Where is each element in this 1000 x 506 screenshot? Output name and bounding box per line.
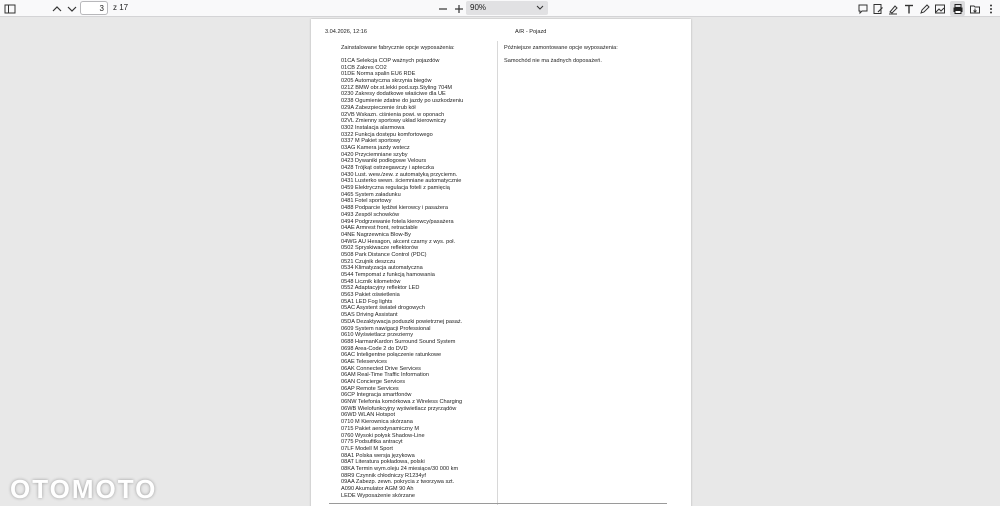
option-item: 0508 Park Distance Control (PDC) (341, 251, 427, 258)
option-item: 021Z BMW obr.st.lekki pod.szp.Styling 704M (341, 84, 452, 91)
option-item: 06NW Telefonia komórkowa z Wireless Charging (341, 399, 463, 406)
retrofit-options-text: Samochód nie ma żadnych doposażeń. (504, 58, 602, 64)
option-item: 03AG Kamera jazdy wstecz (341, 144, 410, 151)
option-item: 0481 Fotel sportowy (341, 198, 392, 205)
option-item: 0431 Lusterko wewn. ściemniane automatycznie (341, 178, 462, 185)
option-item: 05DA Dezaktywacja poduszki powietrznej pasaż. (341, 318, 463, 325)
save-icon[interactable] (968, 2, 981, 15)
edit-text-icon[interactable] (871, 2, 884, 15)
option-item: 05AS Driving Assistant (341, 312, 398, 319)
option-item: 06AM Real-Time Traffic Information (341, 372, 429, 379)
option-item: 02VL Zmienny sportowy układ kierowniczy (341, 118, 447, 125)
option-item: 0563 Pakiet oświetlenia (341, 292, 400, 299)
option-item: 08AT Literatura pokładowa, polski (341, 459, 425, 466)
pdf-toolbar (0, 0, 1000, 17)
option-item: 08KA Termin wym.oleju 24 miesiące/30 000 km (341, 465, 459, 472)
option-item: 0552 Adaptacyjny reflektor LED (341, 285, 420, 292)
image-icon[interactable] (933, 2, 946, 15)
option-item: 0428 Trójkąt ostrzegawczy i apteczka (341, 165, 434, 171)
option-item: 06AN Concierge Services (341, 379, 406, 385)
option-item: 01CB Zakres CO2 (341, 64, 387, 71)
draw-icon[interactable] (918, 2, 931, 15)
option-item: 0488 Podparcie lędźwi kierowcy i pasażera (341, 205, 448, 212)
option-item: 06CP Integracja smartfonów (341, 392, 412, 399)
option-item: 02VB Wskazn. ciśnienia powi. w oponach (341, 111, 445, 118)
highlight-icon[interactable] (886, 2, 899, 15)
option-item: 09AA Zabezp. zewn. pokrycia z tworzywa szt. (341, 479, 455, 486)
option-item: 01DE Norma spalin EU6 RDE (341, 71, 416, 78)
option-item: 05A1 LED Fog lights (341, 298, 393, 305)
option-item: 0430 Lust. wew./zew. z automatyką przyciemn. (341, 171, 458, 178)
chevron-down-icon (536, 3, 544, 11)
option-item: 04AE Armrest front, retractable (341, 225, 418, 232)
page-count: z 17 (113, 3, 129, 12)
option-item: 0548 Licznik kilometrów (341, 278, 401, 285)
option-item: 0459 Elektryczna regulacja foteli z pamięcią (341, 185, 450, 192)
option-item: 06AC Inteligentne połączenie ratunkowe (341, 352, 442, 359)
option-item: LEDE Wyposażenie skórzane (341, 492, 415, 499)
column-divider (497, 41, 498, 505)
option-item: 06AE Teleservices (341, 358, 387, 365)
option-item: 0698 Area-Code 2 do DVD (341, 345, 408, 352)
option-item: 0534 Klimatyzacja automatyczna (341, 265, 423, 272)
more-icon[interactable] (984, 2, 997, 15)
option-item: A090 Akumulator AGM 90 Ah (341, 486, 414, 492)
option-item: 0238 Ogumienie zdatne do jazdy po uszkodzeniu (341, 98, 464, 105)
option-item: 07LF Modell M Sport (341, 445, 393, 452)
option-item: 0205 Automatyczna skrzynia biegów (341, 78, 432, 85)
sidebar-toggle-icon[interactable] (3, 2, 16, 15)
option-item: 0502 Spryskiwacze reflektorów (341, 245, 419, 252)
text-icon[interactable] (902, 2, 915, 15)
option-item: 0494 Podgrzewanie fotela kierowcy/pasażera (341, 218, 454, 225)
print-date: 3.04.2026, 12:16 (325, 29, 367, 35)
retrofit-options-heading: Późniejsze zamontowane opcje wyposażenia: (504, 45, 618, 51)
option-item: 0465 System załadunku (341, 191, 401, 198)
option-item: 0230 Zakresy dodatkowe właściwe dla UE (341, 91, 446, 98)
factory-options-list (341, 58, 491, 499)
chevron-up-icon[interactable] (50, 2, 63, 15)
option-item: 04WG AU Hexagon, akcent czarny z wys. poł. (341, 238, 456, 245)
option-item: 0420 Przyciemniane szyby (341, 151, 408, 158)
option-item: 06WB Wielofunkcyjny wyświetlacz przyrządów (341, 405, 457, 412)
zoom-select[interactable] (466, 1, 548, 15)
option-item: 0688 HarmanKardon Surround Sound System (341, 338, 456, 345)
minus-icon[interactable] (436, 2, 449, 15)
option-item: 029A Zabezpieczenie śrub kół (341, 104, 416, 111)
option-item: 0775 Podsufitka antracyt (341, 439, 403, 446)
option-item: 04NE Nagrzewnica Blow-By (341, 231, 411, 238)
retrofit-options-column (504, 45, 684, 64)
option-item: 06AP Remote Services (341, 385, 399, 392)
option-item: 0715 Pakiet aerodynamiczny M (341, 425, 420, 432)
option-item: 0710 M Kierownica skórzana (341, 419, 413, 426)
pdf-page (311, 19, 691, 506)
print-icon[interactable] (951, 2, 964, 15)
option-item: 08R9 Czynnik chłodniczy R1234yf (341, 472, 426, 479)
option-item: 0610 Wyświetlacz przezierny (341, 332, 414, 339)
option-item: 01CA Selekcja COP ważnych pojazdów (341, 58, 440, 64)
option-item: 08A1 Polska wersja językowa (341, 452, 415, 459)
zoom-level: 90% (470, 3, 487, 12)
chevron-down-icon[interactable] (65, 2, 78, 15)
option-item: 0609 System nawigacji Professional (341, 325, 431, 332)
page-bottom-rule (329, 503, 667, 504)
option-item: 0760 Wysoki połysk Shadow-Line (341, 432, 425, 439)
option-item: 0302 Instalacja alarmowa (341, 124, 405, 131)
factory-options-heading: Zainstalowane fabrycznie opcje wyposażenia: (341, 45, 455, 51)
document-title: A/R - Pojazd (515, 29, 547, 35)
comment-icon[interactable] (856, 2, 869, 15)
page-number-input[interactable] (80, 1, 108, 15)
option-item: 0544 Tempomat z funkcją hamowania (341, 272, 435, 278)
option-item: 06WD WLAN Hotspot (341, 412, 396, 419)
plus-icon[interactable] (452, 2, 465, 15)
option-item: 06AK Connected Drive Services (341, 365, 421, 372)
factory-options-column (341, 45, 491, 499)
option-item: 0493 Zespół schowków (341, 211, 400, 218)
option-item: 0322 Funkcja dostępu komfortowego (341, 131, 433, 138)
option-item: 0423 Dywaniki podłogowe Velours (341, 158, 427, 165)
option-item: 05AC Asystent świateł drogowych (341, 305, 425, 312)
option-item: 0337 M Pakiet sportowy (341, 138, 401, 145)
document-viewer[interactable] (0, 18, 1000, 506)
option-item: 0521 Czujnik deszczu (341, 258, 396, 265)
otomoto-watermark: OTOMOTO (10, 474, 158, 504)
